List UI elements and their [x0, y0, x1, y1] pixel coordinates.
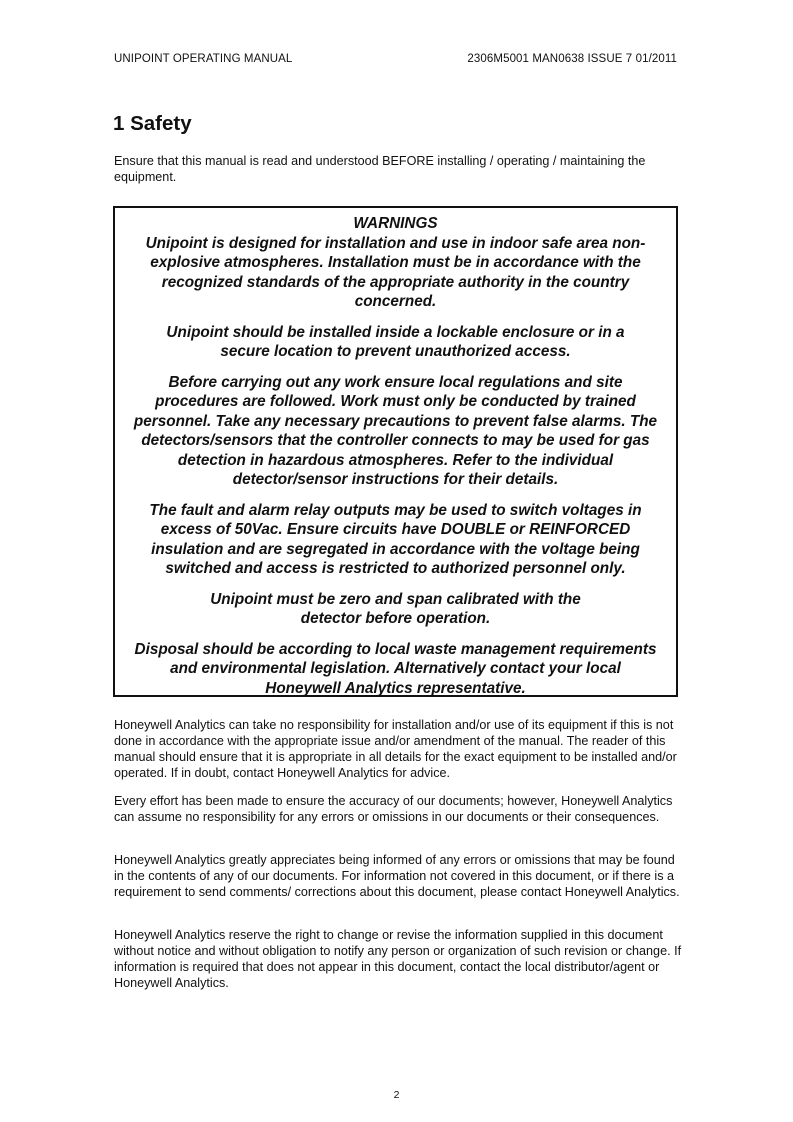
revision-notice: Honeywell Analytics reserve the right to change or revise the information supplied in this document without notice and without obligation to notify any person or organization of such revision or change. If information is required that does not appear in this document, contact the local distributor/agent or Honeywell Analytics. [114, 928, 682, 990]
disclaimer-accuracy: Every effort has been made to ensure the accuracy of our documents; however, Honeywell Analytics can assume no responsibility for any errors or omissions in our documents or their consequences. [114, 794, 673, 824]
section-title: 1 Safety [113, 112, 192, 135]
warning-relay-voltages: The fault and alarm relay outputs may be used to switch voltages in excess of 50Vac. Ensure circuits have DOUBLE or REINFORCED insulation and are segregated in accordance with the voltage being switched and access is restricted to authorized personnel only. [149, 501, 642, 577]
disclaimer-responsibility: Honeywell Analytics can take no responsibility for installation and/or use of its equipment if this is not done in accordance with the appropriate issue and/or amendment of the manual. The reader of this manual should ensure that it is appropriate in all details for the exact equipment to be installed and/or operated. If in doubt, contact Honeywell Analytics for advice. [114, 718, 677, 780]
intro-paragraph: Ensure that this manual is read and understood BEFORE installing / operating / maintaining the equipment. [114, 154, 646, 184]
page-number: 2 [393, 1089, 400, 1101]
feedback-request: Honeywell Analytics greatly appreciates being informed of any errors or omissions that may be found in the contents of any of our documents. For information not covered in this document, or if there is a requirement to send comments/ corrections about this document, please contact Honeywell Analytics. [114, 853, 680, 899]
warning-lockable-enclosure: Unipoint should be installed inside a lockable enclosure or in a secure location to prevent unauthorized access. [166, 323, 625, 360]
warning-disposal: Disposal should be according to local waste management requirements and environmental legislation. Alternatively contact your local Honeywell Analytics representative. [134, 640, 657, 697]
warnings-title: WARNINGS [353, 215, 438, 232]
warning-calibration: Unipoint must be zero and span calibrated with the detector before operation. [210, 590, 581, 627]
running-header-doc-ref: 2306M5001 MAN0638 ISSUE 7 01/2011 [467, 53, 677, 65]
warning-indoor-installation: Unipoint is designed for installation and use in indoor safe area non-explosive atmospheres. Installation must be in accordance with the recognized standards of the appropriate authority in the country concerned. [145, 234, 646, 310]
warnings-box [113, 206, 678, 697]
running-header-title: UNIPOINT OPERATING MANUAL [114, 53, 293, 65]
warning-local-regulations: Before carrying out any work ensure local regulations and site procedures are followed. Work must only be conducted by trained personnel. Take any necessary precautions to prevent false alarms. The detectors/sensors that the controller connects to may be used for gas detection in hazardous atmospheres. Refer to the individual detector/sensor instructions for their details. [133, 373, 658, 488]
